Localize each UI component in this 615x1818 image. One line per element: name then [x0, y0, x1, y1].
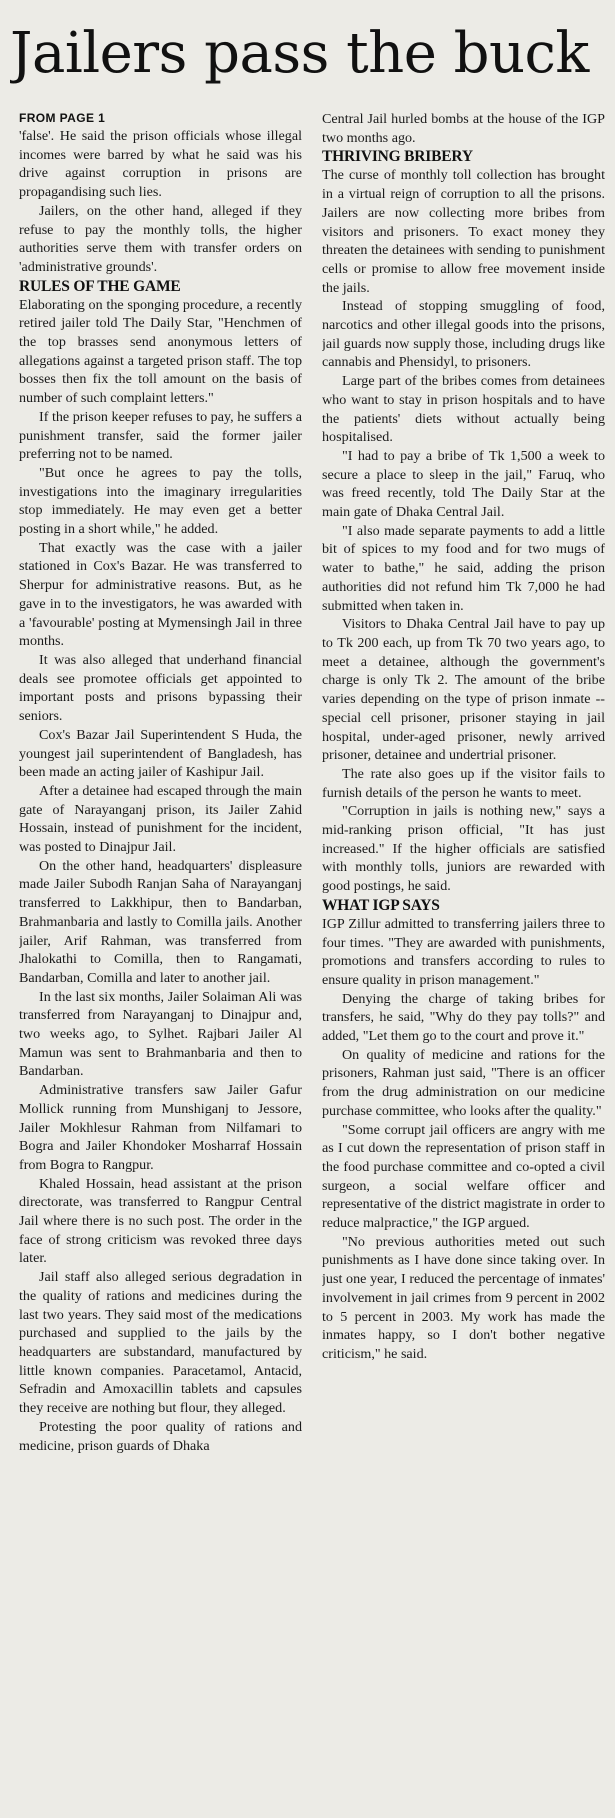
paragraph: Khaled Hossain, head assistant at the prison directorate, was transferred to Rangpur Central Jail where there is no such post. The order in the face of strong criticism was revoked three days later. [19, 1175, 302, 1267]
paragraph: That exactly was the case with a jailer stationed in Cox's Bazar. He was transferred to Sherpur for administrative reasons. But, as he gave in to the investigators, he was awarded with a 'favourable' posting at Mymensingh Jail in three months. [19, 539, 302, 650]
left-column [19, 110, 302, 1810]
paragraph: Visitors to Dhaka Central Jail have to pay up to Tk 200 each, up from Tk 70 two years ago, to meet a detainee, although the government's charge is only Tk 2. The amount of the bribe varies depending on the type of prison inmate -- special cell prisoner, prisoner staying in jail hospital, under-aged prisoner, newly arrived prisoner, detainee and undertrial prisoner. [322, 616, 605, 764]
right-column [322, 110, 605, 1810]
paragraph: On the other hand, headquarters' displeasure made Jailer Subodh Ranjan Saha of Narayanganj transferred to Lakkhipur, then to Bandarban, Brahmanbaria and lastly to Comilla jails. Another jailer, Arif Rahman, was transferred from Jhalokathi to Comilla, then to Rangamati, Bandarban, Comilla and later to another jail. [19, 857, 302, 986]
paragraph: It was also alleged that underhand financial deals see promotee officials get appointed to important posts and prisons bypassing their seniors. [19, 651, 302, 725]
paragraph: 'false'. He said the prison officials whose illegal incomes were barred by what he said was his drive against corruption in prisons are propagandising such lies. [19, 128, 302, 201]
paragraph: Central Jail hurled bombs at the house of the IGP two months ago. [322, 111, 605, 146]
paragraph: "Some corrupt jail officers are angry with me as I cut down the representation of prison staff in the food purchase committee and co-opted a civil surgeon, a social welfare officer and representative of the district magistrate in order to reduce malpractice," the IGP argued. [322, 1121, 605, 1232]
headline: Jailers pass the buck [10, 21, 589, 86]
paragraph: The curse of monthly toll collection has brought in a virtual reign of corruption to all the prisons. Jailers are now collecting more bribes from visitors and prisoners. To exact money they threaten the detainees with sending to punishment cells or promise to allow free movement inside the jails. [322, 167, 605, 296]
paragraph: After a detainee had escaped through the main gate of Narayanganj prison, its Jailer Zahid Hossain, instead of punishment for the incident, was posted to Dinajpur Jail. [19, 782, 302, 856]
paragraph: On quality of medicine and rations for the prisoners, Rahman just said, "There is an officer from the drug administration on our medicine purchase committee, who looks after the quality." [322, 1046, 605, 1119]
paragraph: Protesting the poor quality of rations and medicine, prison guards of Dhaka [19, 1418, 302, 1454]
paragraph: "No previous authorities meted out such punishments as I have done since taking over. In just one year, I reduced the percentage of inmates' involvement in jail crimes from 9 percent in 2002 to 5 percent in 2003. My work has made the inmates happy, so I don't bother negative criticism," he said. [322, 1233, 605, 1362]
paragraph: "Corruption in jails is nothing new," says a mid-ranking prison official, "It has just increased." If the higher officials are satisfied with monthly tolls, juniors are rewarded with good postings, he said. [322, 803, 605, 895]
subhead-what-igp-says: WHAT IGP SAYS [322, 896, 440, 914]
paragraph: Administrative transfers saw Jailer Gafur Mollick running from Munshiganj to Jessore, Jailer Mokhlesur Rahman from Nilfamari to Bogra and Jailer Khondoker Mosharraf Hossain from Bogra to Rangpur. [19, 1082, 302, 1173]
paragraph: "But once he agrees to pay the tolls, investigations into the imaginary irregularities stop immediately. He may even get a better posting in a short while," he added. [19, 464, 302, 538]
paragraph: The rate also goes up if the visitor fails to furnish details of the person he wants to meet. [322, 765, 605, 801]
subhead-rules-of-the-game: RULES OF THE GAME [19, 277, 181, 295]
paragraph: "I had to pay a bribe of Tk 1,500 a week to secure a place to sleep in the jail," Faruq, who was freed recently, told The Daily Star at the main gate of Dhaka Central Jail. [322, 447, 605, 521]
paragraph: IGP Zillur admitted to transferring jailers three to four times. "They are awarded with punishments, promotions and transfers according to rules to ensure quality in prison management." [322, 915, 605, 988]
from-page-label: FROM PAGE 1 [19, 111, 106, 125]
subhead-thriving-bribery: THRIVING BRIBERY [322, 148, 473, 166]
paragraph: In the last six months, Jailer Solaiman Ali was transferred from Narayanganj to Dinajpur and, two weeks ago, to Sylhet. Rajbari Jailer Al Mamun was sent to Brahmanbaria and then to Bandarban. [19, 988, 302, 1080]
paragraph: Denying the charge of taking bribes for transfers, he said, "Why do they pay tolls?" and added, "Let them go to the court and prove it." [322, 990, 605, 1045]
paragraph: Elaborating on the sponging procedure, a recently retired jailer told The Daily Star, "Henchmen of the top brasses send anonymous letters of allegations against a targeted prison staff. The top bosses then fix the toll amount on the basis of number of such complaint letters." [19, 296, 302, 407]
paragraph: Instead of stopping smuggling of food, narcotics and other illegal goods into the prisons, jail guards now supply those, including drugs like cannabis and Phensidyl, to prisoners. [322, 298, 605, 371]
paragraph: If the prison keeper refuses to pay, he suffers a punishment transfer, said the former jailer preferring not to be named. [19, 408, 302, 463]
paragraph: Jailers, on the other hand, alleged if they refuse to pay the monthly tolls, the higher authorities serve them with transfer orders on 'administrative grounds'. [19, 202, 302, 275]
paragraph: Large part of the bribes comes from detainees who want to stay in prison hospitals and to have the patients' diets without actually being hospitalised. [322, 373, 605, 446]
paragraph: "I also made separate payments to add a little bit of spices to my food and for two mugs of water to bathe," he said, adding the prison authorities did not refund him Tk 7,000 he had submitted when taken in. [322, 522, 605, 614]
paragraph: Cox's Bazar Jail Superintendent S Huda, the youngest jail superintendent of Bangladesh, has been made an acting jailer of Kashipur Jail. [19, 726, 302, 781]
paragraph: Jail staff also alleged serious degradation in the quality of rations and medicines during the last two years. They said most of the medications purchased and supplied to the jails by the headquarters are substandard, manufactured by little known companies. Paracetamol, Antacid, Sefradin and Amoxacillin tablets and capsules they receive are nothing but flour, they alleged. [19, 1269, 302, 1417]
